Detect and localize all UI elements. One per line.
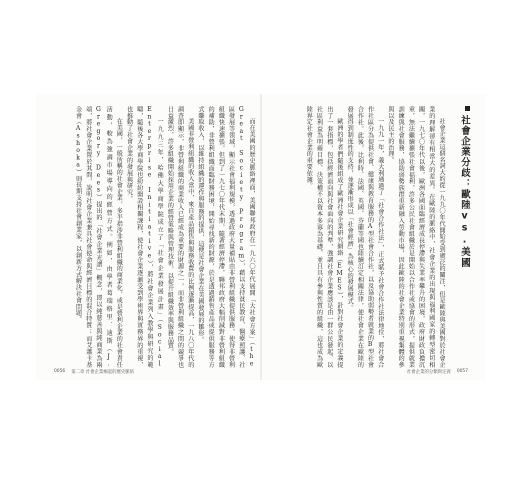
running-title: 社會企業的分類與定義 xyxy=(406,370,451,375)
paragraph: 社會企業這個名詞大約從一九九〇年代開始受到廣泛的關注，但是歐陸與美國對於社會企業的理解卻有相當大的差異。在歐陸的脈絡中，社會企業的出現與福利國家的轉型密切相關，一九七〇年代以後，歐洲各國面臨經濟成長停滯與失業率攀升的困境，政府財政負擔沉重，無法繼續擴張社會福利，許多公民社會組織於是開始以合作社或協會的形式，提供就業訓練與社會服務，協助弱勢族群重新融入勞動市場，因此歐陸的社會企業特別重視集體的參與以及民主的治理。 xyxy=(386,106,445,368)
paragraph: 歐洲的學者們隨後組成了歐洲社會企業研究網絡（EMES），針對社會企業的定義提出了一套指標，包括經濟面向與社會面向的判準，強調社會企業應該是由一群公民發起、以社區利益為明確目標、決策權不以資本多寡為基礎、並且具有參與性質的組織，這也成為歐陸界定社會企業的重要依據。 xyxy=(305,106,343,368)
left-page xyxy=(36,94,260,380)
paragraph: 美國非營利組織的收入當中，來自產品銷售與服務收費的比例逐漸提高，一九八〇年代的調查即顯示，非營利組織的商業收入已經成為重要的財源之一，而非營利組織之間的競爭也日益激烈，許多組織開始採用企業的經營策略與管理技術，以提升組織效率與服務品質。 xyxy=(166,106,194,368)
left-page-footer xyxy=(54,369,134,375)
right-page xyxy=(262,94,486,380)
section-heading-text: 社會企業分歧：歐陸vs.美國 xyxy=(459,115,470,269)
paragraph: 而在美國的歷史脈絡裡面，美國聯邦政府在一九六〇年代展開「大社會方案」（the Great Society Program），藉以支持貧民教育、醫療照護、社區發展等領域，顯示社會福利規模，透過政府大量補貼由非營利組織提供服務，使得非營利組織快速擴張，但到了一九七〇年代末期，隨著經濟停滯，聯邦政府大幅削減對非營利組織的補助，非營利組織面臨財務困境，開始尋找新的財源，於是透過銷售產品或提供服務等方式賺取收入，以維持組織的運作與服務的提供，這便是社會企業在美國發展的雛形。 xyxy=(196,106,255,368)
right-page-footer xyxy=(407,369,468,375)
paragraph: 在美國，一般所稱的社會企業，多半指涉非營利組織的商業化，或是營利企業的社會責任活動，較為強調市場導向的經營方式。例如，由學者葛瑞格里．迪斯（J. Gregory Dees）提出的「社會企業光譜」概念，即以純慈善與純商業為兩端，將社會企業置於其間，說明社會企業兼具社會使命與經濟目標的混合特質；而艾蕭卡基金會（Ashoka）則長期支持社會創業家，以創新方式解決社會問題。 xyxy=(74,106,123,368)
left-page-body xyxy=(42,106,256,368)
running-title: 第二章 社會企業崛起的歷史脈絡 xyxy=(71,370,135,375)
right-page-body xyxy=(268,106,446,368)
section-heading xyxy=(458,106,470,356)
page-number: 0057 xyxy=(456,369,468,374)
paragraph: 一九九一年，義大利通過了「社會合作社法」，正式賦予社會合作社法律地位，將社會合作社區分為提供社會、健康與教育服務的A型社會合作社，以及協助弱勢者就業的B型社會合作社。此後，比利時、法國、英國、芬蘭等國也陸續訂定相關法律，使社會企業在歐陸的發展得到制度性的支持，並逐漸形成以「社會經濟」為核心的發展模式。 xyxy=(346,106,384,368)
square-bullet-icon xyxy=(465,106,470,111)
paragraph: 一九九三年，哈佛大學商學院成立了「社會企業發展計畫」（Social Enterprise Initiative），將社會企業列入教學與研究的範疇，隨後各大學商學院也紛紛開設相關課程，使社會企業逐漸受到學術界與實務界的重視，也推動了社會企業的發展與研究。 xyxy=(125,106,164,368)
page-number: 0056 xyxy=(54,369,66,374)
